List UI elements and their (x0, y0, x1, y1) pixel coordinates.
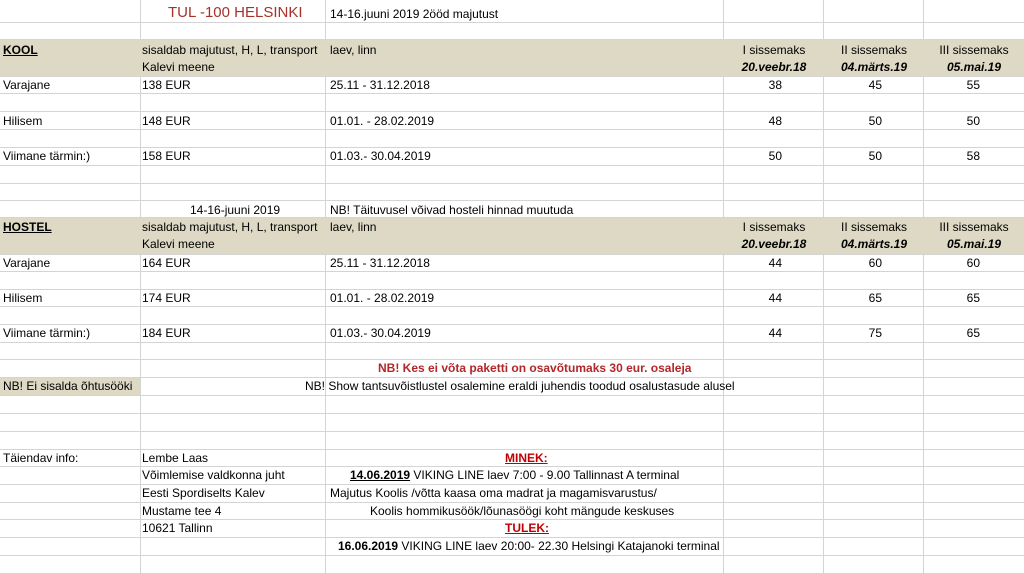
hostel-installment-2-date[interactable]: 04.märts.19 (840, 237, 908, 251)
kool-includes[interactable]: sisaldab majutust, H, L, transport (142, 43, 318, 57)
hostel-row-period[interactable]: 25.11 - 31.12.2018 (330, 256, 430, 270)
contact-name[interactable]: Lembe Laas (142, 451, 209, 465)
kool-includes-extra[interactable]: laev, linn (330, 43, 377, 57)
departure-date: 14.06.2019 (350, 468, 411, 482)
return-ferry-line[interactable] (338, 538, 720, 555)
kool-row-payment-3[interactable]: 58 (966, 149, 980, 163)
kool-installment-2-date[interactable]: 04.märts.19 (840, 60, 908, 74)
grid-col-line (140, 0, 141, 573)
kool-label[interactable]: KOOL (3, 43, 38, 57)
kool-row-payment-3[interactable]: 50 (966, 114, 980, 128)
meals-note[interactable]: Koolis hommikusöök/lõunasöögi koht mängude keskuses (370, 504, 675, 518)
hostel-row-payment-1[interactable]: 44 (768, 326, 782, 340)
grid-row-line (0, 431, 1024, 432)
kool-souvenir[interactable]: Kalevi meene (142, 60, 215, 74)
hostel-dates[interactable]: 14-16-juuni 2019 (190, 203, 281, 217)
hostel-installment-1-header[interactable]: I sissemaks (742, 220, 806, 234)
hostel-souvenir[interactable]: Kalevi meene (142, 237, 215, 251)
hostel-row-price[interactable]: 164 EUR (142, 256, 191, 270)
kool-row-period[interactable]: 01.03.- 30.04.2019 (330, 149, 431, 163)
kool-installment-3-date[interactable]: 05.mai.19 (946, 60, 1002, 74)
participation-fee-note[interactable]: NB! Kes ei võta paketti on osavõtumaks 30 eur. osaleja (378, 361, 692, 375)
hostel-row-payment-2[interactable]: 65 (868, 291, 882, 305)
show-dance-note[interactable]: NB! Show tantsuvõistlustel osalemine eraldi juhendis toodud osalustasude alusel (305, 379, 735, 393)
grid-row-line (0, 555, 1024, 556)
sheet-title[interactable]: TUL -100 HELSINKI (168, 4, 303, 21)
kool-row-price[interactable]: 138 EUR (142, 78, 191, 92)
kool-row-period[interactable]: 25.11 - 31.12.2018 (330, 78, 430, 92)
hostel-row-payment-3[interactable]: 65 (966, 326, 980, 340)
kool-row-payment-1[interactable]: 50 (768, 149, 782, 163)
grid-row-line (0, 111, 1024, 112)
contact-street[interactable]: Mustame tee 4 (142, 504, 222, 518)
hostel-row-price[interactable]: 174 EUR (142, 291, 191, 305)
contact-role[interactable]: Võimlemise valdkonna juht (142, 468, 285, 482)
hostel-installment-3-header[interactable]: III sissemaks (939, 220, 1009, 234)
hostel-row-label[interactable]: Viimane tärmin:) (3, 326, 91, 340)
contact-city[interactable]: 10621 Tallinn (142, 521, 213, 535)
kool-row-payment-1[interactable]: 38 (768, 78, 782, 92)
kool-row-payment-2[interactable]: 50 (868, 114, 882, 128)
hostel-row-payment-1[interactable]: 44 (768, 256, 782, 270)
hostel-installment-1-date[interactable]: 20.veebr.18 (741, 237, 807, 251)
hostel-row-period[interactable]: 01.01. - 28.02.2019 (330, 291, 435, 305)
kool-installment-1-date[interactable]: 20.veebr.18 (741, 60, 807, 74)
grid-row-line (0, 342, 1024, 343)
kool-row-label[interactable]: Hilisem (3, 114, 43, 128)
hostel-row-payment-2[interactable]: 75 (868, 326, 882, 340)
kool-row-label[interactable]: Varajane (3, 78, 51, 92)
grid-row-line (0, 183, 1024, 184)
return-ferry-text: VIKING LINE laev 20:00- 22.30 Helsingi Katajanoki terminal (398, 539, 720, 553)
hostel-row-price[interactable]: 184 EUR (142, 326, 191, 340)
kool-row-period[interactable]: 01.01. - 28.02.2019 (330, 114, 435, 128)
kool-installment-1-header[interactable]: I sissemaks (742, 43, 806, 57)
kool-row-price[interactable]: 158 EUR (142, 149, 191, 163)
departure-label[interactable]: MINEK: (505, 451, 548, 465)
grid-row-line (0, 165, 1024, 166)
return-date: 16.06.2019 (338, 539, 399, 553)
hostel-label[interactable]: HOSTEL (3, 220, 52, 234)
hostel-includes-extra[interactable]: laev, linn (330, 220, 377, 234)
trip-subtitle[interactable]: 14-16.juuni 2019 2ööd majutust (330, 7, 499, 21)
kool-row-payment-3[interactable]: 55 (966, 78, 980, 92)
hostel-row-payment-3[interactable]: 60 (966, 256, 980, 270)
kool-row-price[interactable]: 148 EUR (142, 114, 191, 128)
grid-row-line (0, 413, 1024, 414)
kool-installment-3-header[interactable]: III sissemaks (939, 43, 1009, 57)
hostel-row-payment-2[interactable]: 60 (868, 256, 882, 270)
hostel-installment-3-date[interactable]: 05.mai.19 (946, 237, 1002, 251)
kool-installment-2-header[interactable]: II sissemaks (840, 43, 907, 57)
dinner-not-included-note[interactable]: NB! Ei sisalda õhtusööki (3, 379, 133, 393)
departure-ferry-text: VIKING LINE laev 7:00 - 9.00 Tallinnast A terminal (410, 468, 680, 482)
grid-row-line (0, 22, 1024, 23)
kool-row-label[interactable]: Viimane tärmin:) (3, 149, 91, 163)
grid-col-line (325, 0, 326, 573)
hostel-row-label[interactable]: Varajane (3, 256, 51, 270)
additional-info-label[interactable]: Täiendav info: (3, 451, 79, 465)
contact-organization[interactable]: Eesti Spordiselts Kalev (142, 486, 265, 500)
hostel-includes[interactable]: sisaldab majutust, H, L, transport (142, 220, 318, 234)
departure-ferry-line[interactable] (350, 467, 679, 484)
return-label[interactable]: TULEK: (505, 521, 549, 535)
hostel-row-label[interactable]: Hilisem (3, 291, 43, 305)
kool-row-payment-1[interactable]: 48 (768, 114, 782, 128)
hostel-installment-2-header[interactable]: II sissemaks (840, 220, 907, 234)
kool-row-payment-2[interactable]: 50 (868, 149, 882, 163)
kool-row-payment-2[interactable]: 45 (868, 78, 882, 92)
hostel-row-payment-3[interactable]: 65 (966, 291, 980, 305)
hostel-row-period[interactable]: 01.03.- 30.04.2019 (330, 326, 431, 340)
accommodation-note[interactable]: Majutus Koolis /võtta kaasa oma madrat ja magamisvarustus/ (330, 486, 657, 500)
hostel-price-note[interactable]: NB! Täituvusel võivad hosteli hinnad muutuda (330, 203, 574, 217)
grid-row-line (0, 395, 1024, 396)
hostel-row-payment-1[interactable]: 44 (768, 291, 782, 305)
grid-row-line (0, 200, 1024, 201)
